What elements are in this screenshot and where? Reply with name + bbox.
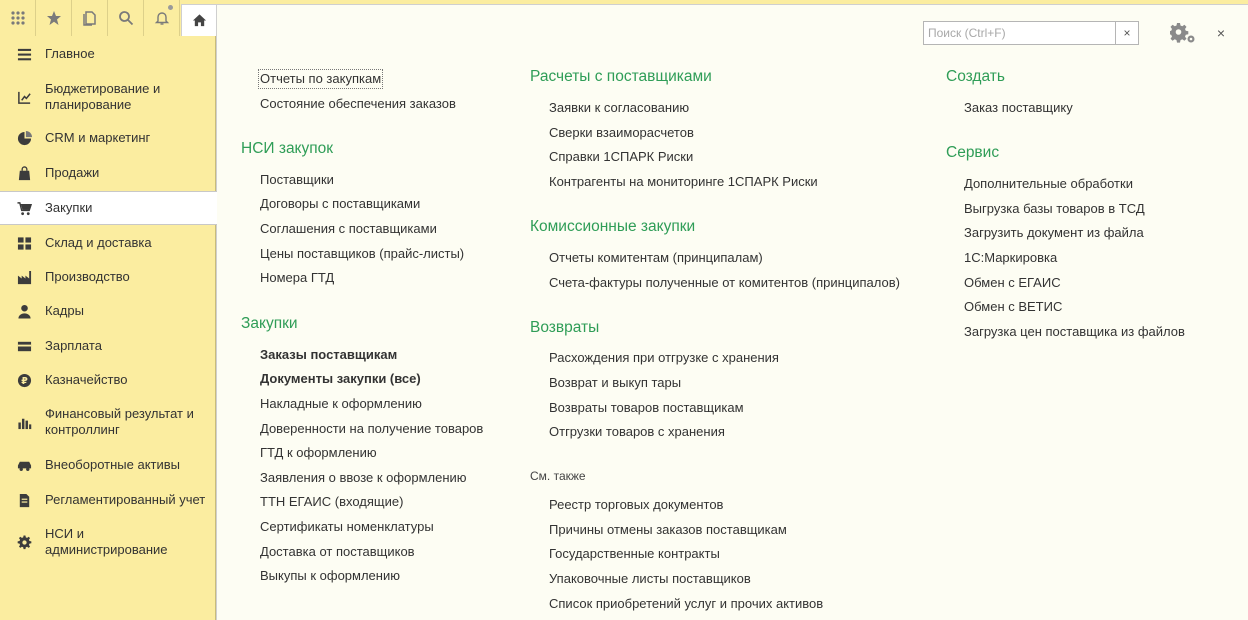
home-icon[interactable] [181,4,217,36]
pie-chart-icon [16,130,32,146]
link-supplier-delivery[interactable]: Доставка от поставщиков [260,544,415,559]
settings-gear-icon[interactable] [1169,20,1197,46]
factory-icon [16,269,32,285]
link-supplier-prices[interactable]: Цены поставщиков (прайс-листы) [260,246,465,261]
bell-icon[interactable] [144,0,180,36]
sidebar-item-crm[interactable] [0,124,216,152]
link-government-contracts[interactable]: Государственные контракты [549,546,720,561]
sidebar-item-label: НСИ и администрирование [45,526,168,557]
link-spark-reports[interactable]: Справки 1СПАРК Риски [549,149,694,164]
search-icon[interactable] [108,0,144,36]
link-service-acquisitions[interactable]: Список приобретений услуг и прочих активов [549,596,824,611]
sidebar-item-purchases[interactable] [0,191,217,225]
link-spark-monitoring[interactable]: Контрагенты на мониторинге 1СПАРК Риски [549,174,818,189]
link-packing-lists[interactable]: Упаковочные листы поставщиков [549,571,751,586]
person-icon [16,303,32,319]
sidebar-item-label: Зарплата [45,338,102,353]
bag-icon [16,165,32,181]
sidebar-item-label: CRM и маркетинг [45,130,151,145]
link-powers-of-attorney[interactable]: Доверенности на получение товаров [260,421,484,436]
sidebar-item-label: Бюджетирование и планирование [45,81,161,112]
cart-icon [16,200,32,216]
sidebar-item-label: Внеоборотные активы [45,457,181,472]
link-supplier-agreements[interactable]: Соглашения с поставщиками [260,221,437,236]
link-invoices-to-process[interactable]: Накладные к оформлению [260,396,422,411]
sidebar-item-treasury[interactable] [0,366,216,394]
section-title-nsi: НСИ закупок [241,140,334,157]
bar-chart-icon [16,414,32,430]
sidebar-item-main[interactable] [0,40,216,68]
section-title-returns: Возвраты [530,319,600,336]
notification-dot [168,5,173,10]
sidebar-item-label: Казначейство [45,372,128,387]
close-icon[interactable]: × [1216,25,1226,41]
link-trade-documents-registry[interactable]: Реестр торговых документов [549,497,724,512]
link-supplier-orders[interactable]: Заказы поставщикам [260,347,398,362]
sidebar-item-label: Регламентированный учет [45,492,206,507]
search-box [923,21,1139,45]
star-icon[interactable] [36,0,72,36]
sidebar-item-hr[interactable] [0,297,216,325]
sidebar-item-label: Продажи [45,165,100,180]
section-title-see-also: См. также [530,469,586,483]
link-committent-reports[interactable]: Отчеты комитентам (принципалам) [549,250,763,265]
apps-grid-icon[interactable] [0,0,36,36]
budget-icon [16,89,32,105]
link-gtd-numbers[interactable]: Номера ГТД [260,270,335,285]
svg-text:₽: ₽ [20,375,28,387]
warehouse-icon [16,235,32,251]
section-title-purchases: Закупки [241,315,298,332]
section-title-service: Сервис [946,144,1000,161]
sidebar-item-label: Закупки [45,200,93,215]
section-panel [216,4,1248,620]
link-purchase-reports[interactable]: Отчеты по закупкам [260,71,382,86]
sidebar-item-financial-result[interactable] [0,400,216,444]
link-reconciliations[interactable]: Сверки взаиморасчетов [549,125,694,140]
link-committent-invoices[interactable]: Счета-фактуры полученные от комитентов (принципалов) [549,275,900,290]
link-marking[interactable]: 1С:Маркировка [964,250,1058,265]
link-storage-shipments[interactable]: Отгрузки товаров с хранения [549,424,725,439]
history-icon[interactable] [72,0,108,36]
sidebar-item-warehouse[interactable] [0,229,216,257]
section-title-create: Создать [946,68,1005,85]
link-supplier-contracts[interactable]: Договоры с поставщиками [260,196,421,211]
link-load-supplier-prices[interactable]: Загрузка цен поставщика из файлов [964,324,1185,339]
link-order-cancel-reasons[interactable]: Причины отмены заказов поставщикам [549,522,787,537]
link-suppliers[interactable]: Поставщики [260,172,334,187]
link-certificates[interactable]: Сертификаты номенклатуры [260,519,434,534]
document-icon [16,492,32,508]
sidebar-item-label: Главное [45,46,95,61]
sidebar [0,36,216,620]
link-buyouts-to-process[interactable]: Выкупы к оформлению [260,568,400,583]
link-import-statements[interactable]: Заявления о ввозе к оформлению [260,470,467,485]
sidebar-item-label: Склад и доставка [45,235,152,250]
link-container-return[interactable]: Возврат и выкуп тары [549,375,682,390]
section-title-commission: Комиссионные закупки [530,218,696,235]
link-vetis-exchange[interactable]: Обмен с ВЕТИС [964,299,1063,314]
clear-search-button[interactable]: × [1115,22,1138,44]
link-load-document[interactable]: Загрузить документ из файла [964,225,1144,240]
link-order-provision-status[interactable]: Состояние обеспечения заказов [260,96,456,111]
wallet-icon [16,338,32,354]
sidebar-item-regulated-accounting[interactable] [0,486,216,514]
car-icon [16,457,32,473]
link-create-supplier-order[interactable]: Заказ поставщику [964,100,1073,115]
link-ttn-egais[interactable]: ТТН ЕГАИС (входящие) [260,494,404,509]
search-input[interactable] [924,22,1122,44]
sidebar-item-budgeting[interactable] [0,76,216,118]
section-title-settlements: Расчеты с поставщиками [530,68,712,85]
sidebar-item-salary[interactable] [0,332,216,360]
link-purchase-documents[interactable]: Документы закупки (все) [260,371,421,386]
link-additional-processing[interactable]: Дополнительные обработки [964,176,1133,191]
sidebar-item-label: Производство [45,269,130,284]
link-tsd-export[interactable]: Выгрузка базы товаров в ТСД [964,201,1145,216]
link-returns-to-suppliers[interactable]: Возвраты товаров поставщикам [549,400,744,415]
link-egais-exchange[interactable]: Обмен с ЕГАИС [964,275,1061,290]
link-gtd-to-process[interactable]: ГТД к оформлению [260,445,377,460]
sidebar-item-production[interactable] [0,263,216,291]
sidebar-item-label: Кадры [45,303,84,318]
sidebar-item-fixed-assets[interactable] [0,451,216,479]
sidebar-item-nsi-admin[interactable] [0,520,216,564]
sidebar-item-sales[interactable] [0,159,216,187]
gear-icon [16,534,32,550]
menu-icon [16,46,32,62]
sidebar-item-label: Финансовый результат и контроллинг [45,406,194,437]
link-storage-discrepancies[interactable]: Расхождения при отгрузке с хранения [549,350,779,365]
link-approval-requests[interactable]: Заявки к согласованию [549,100,690,115]
coin-icon [16,372,32,388]
